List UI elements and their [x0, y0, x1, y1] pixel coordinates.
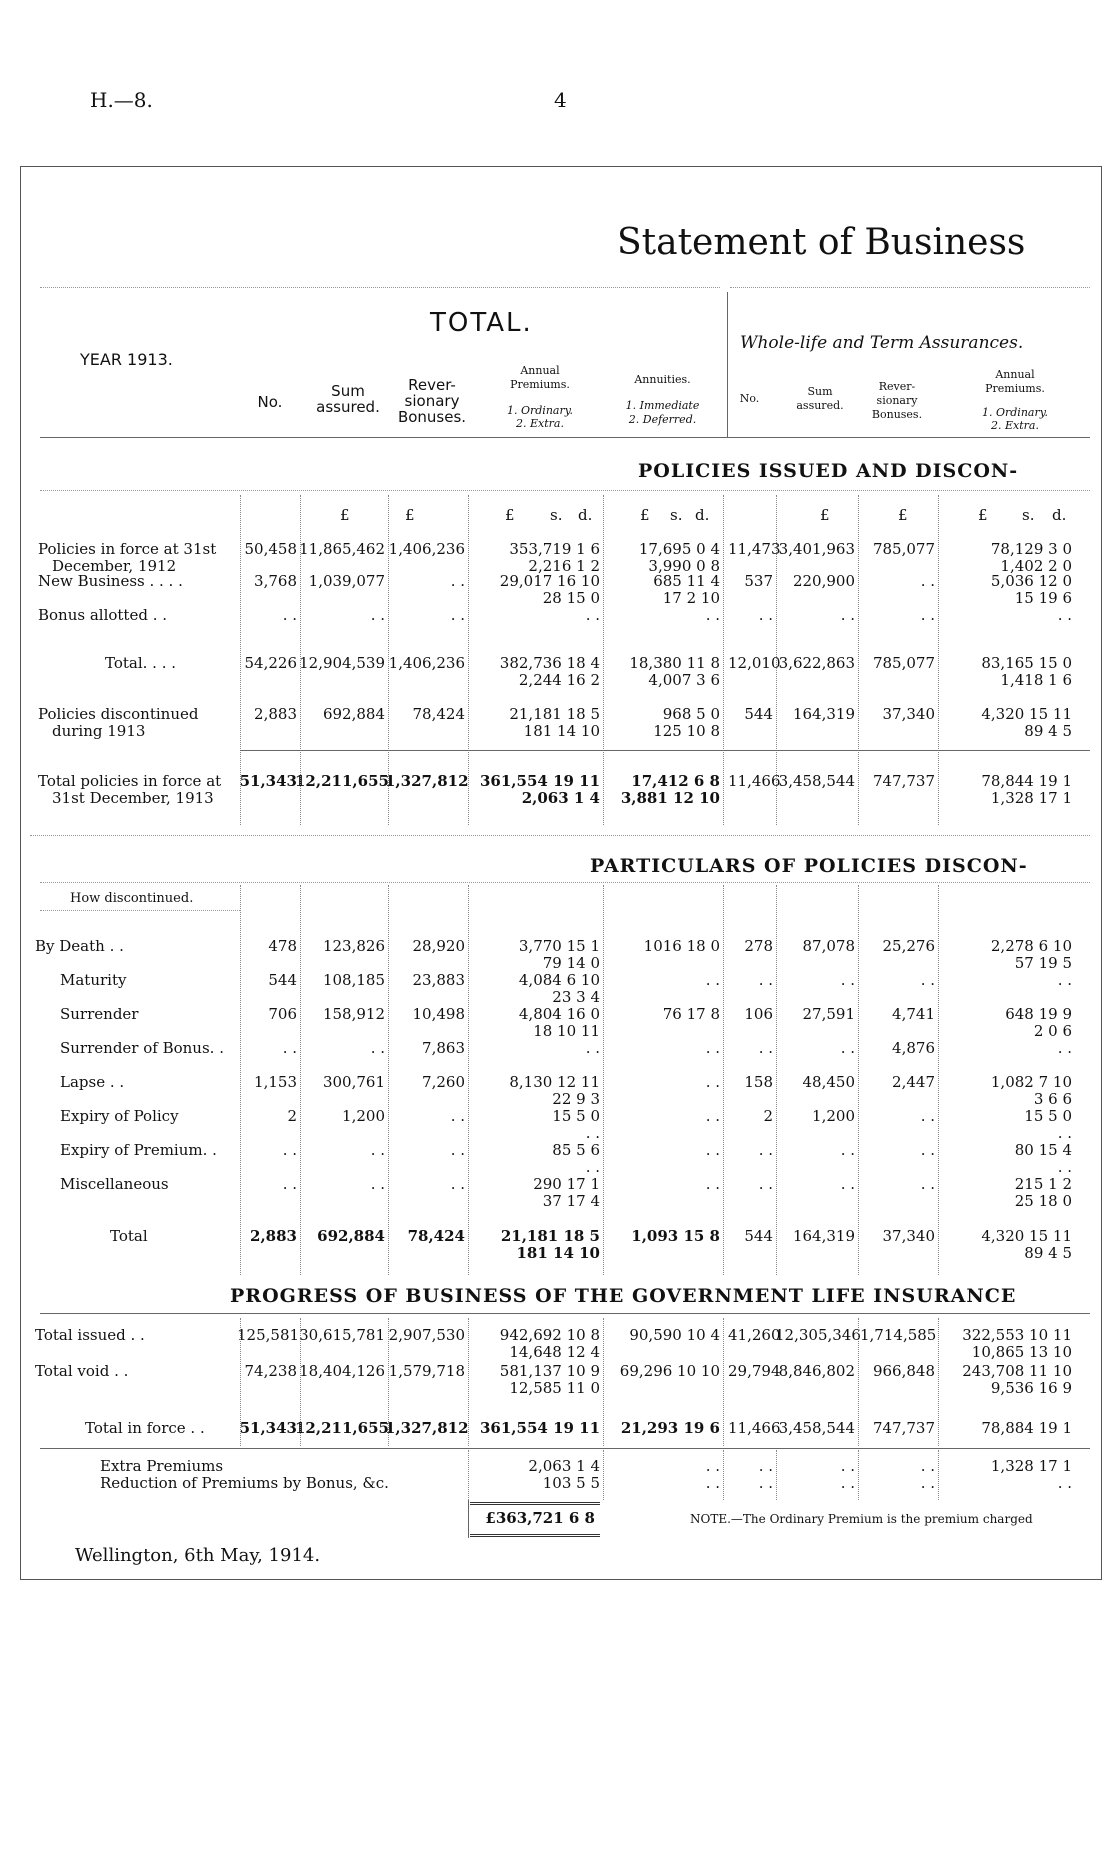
cell-wl-sum-assured: 164,319	[792, 1227, 855, 1245]
currency-pound: £	[505, 506, 515, 524]
cell-annuity: 18,380 11 8	[629, 654, 720, 672]
footer-date: Wellington, 6th May, 1914.	[75, 1545, 321, 1566]
cell-wl-premium: 2 0 6	[1033, 1022, 1072, 1040]
cell-no: . .	[282, 1175, 297, 1193]
cell-reversionary: . .	[450, 606, 465, 624]
cell-no: 51,343	[239, 1419, 297, 1437]
cell-reversionary: 7,863	[422, 1039, 465, 1057]
cell-premium: 2,063 1 4	[521, 789, 600, 807]
row-label: 31st December, 1913	[52, 789, 214, 807]
whole-life-heading: Whole-life and Term Assurances.	[740, 333, 1024, 353]
cell-annuity: . .	[705, 1039, 720, 1057]
cell-wl-premium: 25 18 0	[1014, 1192, 1072, 1210]
col-annual-premiums: Annual Premiums. 1. Ordinary. 2. Extra.	[507, 364, 573, 431]
cell-annuity: 685 11 4	[653, 572, 720, 590]
section-progress: PROGRESS OF BUSINESS OF THE GOVERNMENT LIFE INSURANCE	[230, 1285, 1017, 1307]
col-reversionary: Rever- sionary Bonuses.	[397, 376, 467, 426]
cell-premium: 79 14 0	[542, 954, 600, 972]
row-label: Total void . .	[35, 1362, 129, 1380]
cell-wl-reversionary: 785,077	[872, 540, 935, 558]
cell-no: 2	[287, 1107, 297, 1125]
cell-sum-assured: . .	[370, 1175, 385, 1193]
currency-pound: £	[898, 506, 908, 524]
cell-wl-sum-assured: . .	[840, 1474, 855, 1492]
cell-wl-reversionary: 4,741	[892, 1005, 935, 1023]
cell-premium: 581,137 10 9	[499, 1362, 600, 1380]
cell-wl-premium: 322,553 10 11	[962, 1326, 1072, 1344]
cell-no: 74,238	[244, 1362, 297, 1380]
cell-annuity: 21,293 19 6	[620, 1419, 720, 1437]
cell-premium: 15 5 0	[552, 1107, 600, 1125]
row-label: New Business . . . .	[38, 572, 183, 590]
cell-annuity: . .	[705, 606, 720, 624]
col-no: No.	[257, 393, 283, 411]
cell-wl-reversionary: 4,876	[892, 1039, 935, 1057]
cell-annuity: 90,590 10 4	[629, 1326, 720, 1344]
cell-wl-premium: 57 19 5	[1014, 954, 1072, 972]
page-reference: H.—8.	[90, 88, 153, 112]
cell-wl-premium: 3 6 6	[1033, 1090, 1072, 1108]
cell-annuity: 69,296 10 10	[619, 1362, 720, 1380]
cell-wl-sum-assured: . .	[840, 971, 855, 989]
cell-annuity: 1016 18 0	[643, 937, 720, 955]
cell-annuity: . .	[705, 1474, 720, 1492]
cell-wl-sum-assured: 3,458,544	[778, 772, 855, 790]
cell-wl-premium: 9,536 16 9	[990, 1379, 1072, 1397]
cell-wl-sum-assured: 12,305,346	[775, 1326, 861, 1344]
row-label: Surrender of Bonus. .	[60, 1039, 224, 1057]
col-wl-no: No.	[739, 392, 760, 405]
cell-reversionary: 23,883	[412, 971, 465, 989]
currency-pence: d.	[578, 506, 593, 524]
cell-wl-no: 544	[744, 1227, 773, 1245]
cell-wl-sum-assured: 1,200	[812, 1107, 855, 1125]
cell-premium: 37 17 4	[542, 1192, 600, 1210]
cell-annuity: 1,093 15 8	[631, 1227, 720, 1245]
cell-premium: 4,084 6 10	[518, 971, 600, 989]
cell-wl-sum-assured: 3,401,963	[778, 540, 855, 558]
cell-wl-premium: 89 4 5	[1024, 1244, 1072, 1262]
cell-wl-no: . .	[758, 1039, 773, 1057]
cell-wl-premium: . .	[1057, 1474, 1072, 1492]
cell-premium: 361,554 19 11	[480, 772, 601, 790]
cell-wl-no: . .	[758, 606, 773, 624]
cell-sum-assured: 692,884	[322, 705, 385, 723]
cell-sum-assured: 1,200	[342, 1107, 385, 1125]
cell-wl-premium: 15 19 6	[1014, 589, 1072, 607]
cell-reversionary: . .	[450, 572, 465, 590]
cell-no: 125,581	[237, 1326, 300, 1344]
cell-wl-reversionary: 966,848	[872, 1362, 935, 1380]
currency-pound: £	[405, 506, 415, 524]
cell-wl-sum-assured: . .	[840, 1039, 855, 1057]
cell-wl-reversionary: . .	[920, 572, 935, 590]
cell-reversionary: 1,579,718	[388, 1362, 465, 1380]
cell-premium: 29,017 16 10	[499, 572, 600, 590]
currency-pence: d.	[1052, 506, 1067, 524]
cell-no: 51,343	[239, 772, 297, 790]
cell-premium: 28 15 0	[542, 589, 600, 607]
cell-wl-premium: 15 5 0	[1024, 1107, 1072, 1125]
col-sum-assured: Sum assured.	[316, 382, 380, 416]
cell-sum-assured: 12,211,655	[295, 772, 389, 790]
cell-premium: 3,770 15 1	[518, 937, 600, 955]
cell-annuity: 3,881 12 10	[620, 789, 720, 807]
cell-no: 478	[268, 937, 297, 955]
cell-reversionary: . .	[450, 1107, 465, 1125]
year-label: YEAR 1913.	[80, 350, 173, 369]
cell-no: . .	[282, 1039, 297, 1057]
cell-wl-premium: . .	[1057, 1039, 1072, 1057]
cell-wl-premium: . .	[1057, 1124, 1072, 1142]
cell-wl-reversionary: 747,737	[872, 772, 935, 790]
cell-annuity: . .	[705, 1175, 720, 1193]
section-policies-issued: POLICIES ISSUED AND DISCON-	[638, 460, 1019, 482]
grand-total: £363,721 6 8	[485, 1509, 595, 1527]
cell-annuity: 17,695 0 4	[638, 540, 720, 558]
currency-pound: £	[340, 506, 350, 524]
cell-wl-reversionary: 37,340	[882, 1227, 935, 1245]
cell-wl-no: 278	[744, 937, 773, 955]
cell-premium: . .	[585, 1158, 600, 1176]
col-wl-sum-assured: Sum assured.	[796, 385, 844, 412]
cell-premium: . .	[585, 606, 600, 624]
row-label: Expiry of Policy	[60, 1107, 179, 1125]
note-text: NOTE.—The Ordinary Premium is the premium charged	[690, 1512, 1033, 1526]
cell-wl-premium: . .	[1057, 971, 1072, 989]
row-label: Total issued . .	[35, 1326, 145, 1344]
cell-wl-premium: 4,320 15 11	[981, 705, 1072, 723]
cell-premium: 942,692 10 8	[499, 1326, 600, 1344]
row-label: Extra Premiums	[100, 1457, 224, 1475]
cell-sum-assured: . .	[370, 606, 385, 624]
cell-wl-sum-assured: 48,450	[802, 1073, 855, 1091]
cell-no: 2,883	[254, 705, 297, 723]
cell-premium: 23 3 4	[552, 988, 600, 1006]
cell-wl-premium: 78,129 3 0	[990, 540, 1072, 558]
cell-wl-reversionary: . .	[920, 1457, 935, 1475]
cell-sum-assured: 158,912	[322, 1005, 385, 1023]
cell-wl-premium: 78,844 19 1	[981, 772, 1072, 790]
cell-annuity: 968 5 0	[662, 705, 720, 723]
cell-wl-reversionary: 37,340	[882, 705, 935, 723]
cell-reversionary: 1,406,236	[388, 654, 465, 672]
row-label: Policies in force at 31st	[38, 540, 217, 558]
cell-no: . .	[282, 1141, 297, 1159]
cell-wl-no: 544	[744, 705, 773, 723]
row-label: Expiry of Premium. .	[60, 1141, 217, 1159]
cell-sum-assured: . .	[370, 1039, 385, 1057]
cell-wl-no: . .	[758, 971, 773, 989]
cell-no: 1,153	[254, 1073, 297, 1091]
cell-sum-assured: 30,615,781	[299, 1326, 385, 1344]
cell-wl-no: 11,473	[728, 540, 781, 558]
cell-wl-sum-assured: . .	[840, 606, 855, 624]
cell-wl-sum-assured: . .	[840, 1175, 855, 1193]
cell-wl-premium: 4,320 15 11	[981, 1227, 1072, 1245]
cell-sum-assured: 11,865,462	[299, 540, 385, 558]
page-number: 4	[554, 88, 567, 112]
cell-wl-no: . .	[758, 1474, 773, 1492]
row-label: Bonus allotted . .	[38, 606, 168, 624]
cell-wl-no: . .	[758, 1141, 773, 1159]
cell-wl-reversionary: . .	[920, 1175, 935, 1193]
cell-premium: 85 5 6	[552, 1141, 600, 1159]
cell-premium: 8,130 12 11	[509, 1073, 600, 1091]
row-label: Maturity	[60, 971, 127, 989]
cell-wl-reversionary: 785,077	[872, 654, 935, 672]
cell-wl-reversionary: . .	[920, 971, 935, 989]
cell-annuity: . .	[705, 1073, 720, 1091]
page-title: Statement of Business	[617, 222, 1026, 263]
cell-wl-reversionary: 1,714,585	[860, 1326, 937, 1344]
cell-reversionary: . .	[450, 1141, 465, 1159]
cell-wl-sum-assured: 87,078	[802, 937, 855, 955]
currency-shillings: s.	[1022, 506, 1035, 524]
cell-premium: 181 14 10	[516, 1244, 600, 1262]
cell-premium: 21,181 18 5	[500, 1227, 600, 1245]
cell-wl-premium: 243,708 11 10	[962, 1362, 1072, 1380]
cell-wl-premium: 215 1 2	[1014, 1175, 1072, 1193]
cell-annuity: 17 2 10	[662, 589, 720, 607]
cell-wl-no: 11,466	[728, 772, 781, 790]
cell-wl-no: . .	[758, 1175, 773, 1193]
cell-reversionary: 78,424	[412, 705, 465, 723]
cell-wl-premium: 83,165 15 0	[981, 654, 1072, 672]
cell-sum-assured: 123,826	[322, 937, 385, 955]
cell-no: 2,883	[250, 1227, 297, 1245]
cell-wl-no: 29,794	[728, 1362, 781, 1380]
cell-annuity: . .	[705, 971, 720, 989]
row-label: Total in force . .	[85, 1419, 205, 1437]
cell-premium: 181 14 10	[523, 722, 600, 740]
cell-annuity: 17,412 6 8	[631, 772, 720, 790]
cell-premium: 18 10 11	[533, 1022, 600, 1040]
cell-premium: . .	[585, 1039, 600, 1057]
col-wl-reversionary: Rever- sionary Bonuses.	[871, 380, 923, 421]
cell-premium: 14,648 12 4	[509, 1343, 600, 1361]
cell-wl-reversionary: . .	[920, 606, 935, 624]
cell-wl-reversionary: . .	[920, 1107, 935, 1125]
row-label: December, 1912	[52, 557, 177, 575]
cell-annuity: . .	[705, 1457, 720, 1475]
cell-wl-premium: 80 15 4	[1014, 1141, 1072, 1159]
currency-pound: £	[978, 506, 988, 524]
cell-wl-premium: 1,328 17 1	[990, 1457, 1072, 1475]
cell-wl-no: . .	[758, 1457, 773, 1475]
currency-shillings: s.	[550, 506, 563, 524]
cell-sum-assured: 12,904,539	[299, 654, 385, 672]
cell-wl-sum-assured: 3,622,863	[778, 654, 855, 672]
cell-premium: 353,719 1 6	[509, 540, 600, 558]
cell-wl-premium: 1,418 1 6	[1000, 671, 1072, 689]
how-discontinued-label: How discontinued.	[70, 891, 194, 906]
cell-wl-premium: 1,328 17 1	[990, 789, 1072, 807]
cell-wl-no: 2	[763, 1107, 773, 1125]
cell-wl-sum-assured: 27,591	[802, 1005, 855, 1023]
cell-sum-assured: . .	[370, 1141, 385, 1159]
cell-premium: 103 5 5	[542, 1474, 600, 1492]
cell-premium: 2,063 1 4	[528, 1457, 600, 1475]
cell-wl-no: 11,466	[728, 1419, 781, 1437]
cell-wl-premium: 2,278 6 10	[990, 937, 1072, 955]
cell-reversionary: 10,498	[412, 1005, 465, 1023]
cell-annuity: 3,990 0 8	[648, 557, 720, 575]
cell-wl-premium: 89 4 5	[1024, 722, 1072, 740]
cell-sum-assured: 692,884	[317, 1227, 385, 1245]
cell-reversionary: 28,920	[412, 937, 465, 955]
cell-wl-premium: 5,036 12 0	[990, 572, 1072, 590]
cell-no: 3,768	[254, 572, 297, 590]
cell-sum-assured: 300,761	[322, 1073, 385, 1091]
cell-wl-no: 106	[744, 1005, 773, 1023]
cell-reversionary: 1,406,236	[388, 540, 465, 558]
cell-wl-premium: 78,884 19 1	[981, 1419, 1072, 1437]
cell-wl-sum-assured: 8,846,802	[778, 1362, 855, 1380]
cell-premium: 2,216 1 2	[528, 557, 600, 575]
currency-pound: £	[820, 506, 830, 524]
cell-wl-premium: 10,865 13 10	[971, 1343, 1072, 1361]
cell-reversionary: 78,424	[407, 1227, 465, 1245]
cell-sum-assured: 18,404,126	[299, 1362, 385, 1380]
row-label: Surrender	[60, 1005, 139, 1023]
cell-wl-reversionary: 25,276	[882, 937, 935, 955]
cell-no: 54,226	[244, 654, 297, 672]
row-label: Total. . . .	[105, 654, 177, 672]
cell-wl-reversionary: . .	[920, 1141, 935, 1159]
cell-annuity: 4,007 3 6	[648, 671, 720, 689]
cell-wl-premium: 1,402 2 0	[1000, 557, 1072, 575]
cell-wl-sum-assured: 164,319	[792, 705, 855, 723]
cell-wl-no: 158	[744, 1073, 773, 1091]
cell-sum-assured: 12,211,655	[295, 1419, 389, 1437]
cell-wl-premium: 1,082 7 10	[990, 1073, 1072, 1091]
cell-premium: 4,804 16 0	[518, 1005, 600, 1023]
row-label: during 1913	[52, 722, 146, 740]
cell-wl-sum-assured: . .	[840, 1457, 855, 1475]
cell-premium: 21,181 18 5	[509, 705, 600, 723]
cell-wl-no: 537	[744, 572, 773, 590]
cell-reversionary: . .	[450, 1175, 465, 1193]
total-heading: TOTAL.	[430, 308, 533, 338]
row-label: Reduction of Premiums by Bonus, &c.	[100, 1474, 389, 1492]
cell-premium: 2,244 16 2	[518, 671, 600, 689]
cell-no: . .	[282, 606, 297, 624]
cell-premium: . .	[585, 1124, 600, 1142]
cell-annuity: . .	[705, 1141, 720, 1159]
cell-annuity: . .	[705, 1107, 720, 1125]
cell-wl-sum-assured: . .	[840, 1141, 855, 1159]
cell-premium: 22 9 3	[552, 1090, 600, 1108]
cell-wl-no: 12,010	[728, 654, 781, 672]
cell-sum-assured: 108,185	[322, 971, 385, 989]
cell-reversionary: 2,907,530	[388, 1326, 465, 1344]
cell-premium: 12,585 11 0	[509, 1379, 600, 1397]
section-particulars: PARTICULARS OF POLICIES DISCON-	[590, 855, 1028, 877]
row-label: Total policies in force at	[38, 772, 222, 790]
cell-premium: 290 17 1	[533, 1175, 600, 1193]
cell-reversionary: 1,327,812	[385, 1419, 469, 1437]
cell-annuity: 125 10 8	[653, 722, 720, 740]
row-label: Policies discontinued	[38, 705, 199, 723]
currency-shillings: s.	[670, 506, 683, 524]
row-label: Lapse . .	[60, 1073, 125, 1091]
cell-reversionary: 1,327,812	[385, 772, 469, 790]
cell-no: 706	[268, 1005, 297, 1023]
col-wl-annual-premiums: Annual Premiums. 1. Ordinary. 2. Extra.	[982, 368, 1048, 433]
currency-pence: d.	[695, 506, 710, 524]
cell-wl-reversionary: . .	[920, 1474, 935, 1492]
row-label: By Death . .	[35, 937, 124, 955]
cell-wl-reversionary: 2,447	[892, 1073, 935, 1091]
cell-wl-premium: . .	[1057, 1158, 1072, 1176]
cell-reversionary: 7,260	[422, 1073, 465, 1091]
cell-annuity: 76 17 8	[662, 1005, 720, 1023]
col-annuities: Annuities. 1. Immediate 2. Deferred.	[625, 373, 700, 426]
cell-no: 50,458	[244, 540, 297, 558]
row-label: Total	[110, 1227, 148, 1245]
cell-premium: 382,736 18 4	[499, 654, 600, 672]
cell-wl-premium: 648 19 9	[1005, 1005, 1072, 1023]
cell-wl-premium: . .	[1057, 606, 1072, 624]
cell-no: 544	[268, 971, 297, 989]
cell-sum-assured: 1,039,077	[308, 572, 385, 590]
row-label: Miscellaneous	[60, 1175, 169, 1193]
cell-premium: 361,554 19 11	[480, 1419, 601, 1437]
cell-wl-sum-assured: 3,458,544	[778, 1419, 855, 1437]
cell-wl-no: 41,260	[728, 1326, 781, 1344]
cell-wl-reversionary: 747,737	[872, 1419, 935, 1437]
currency-pound: £	[640, 506, 650, 524]
cell-wl-sum-assured: 220,900	[792, 572, 855, 590]
